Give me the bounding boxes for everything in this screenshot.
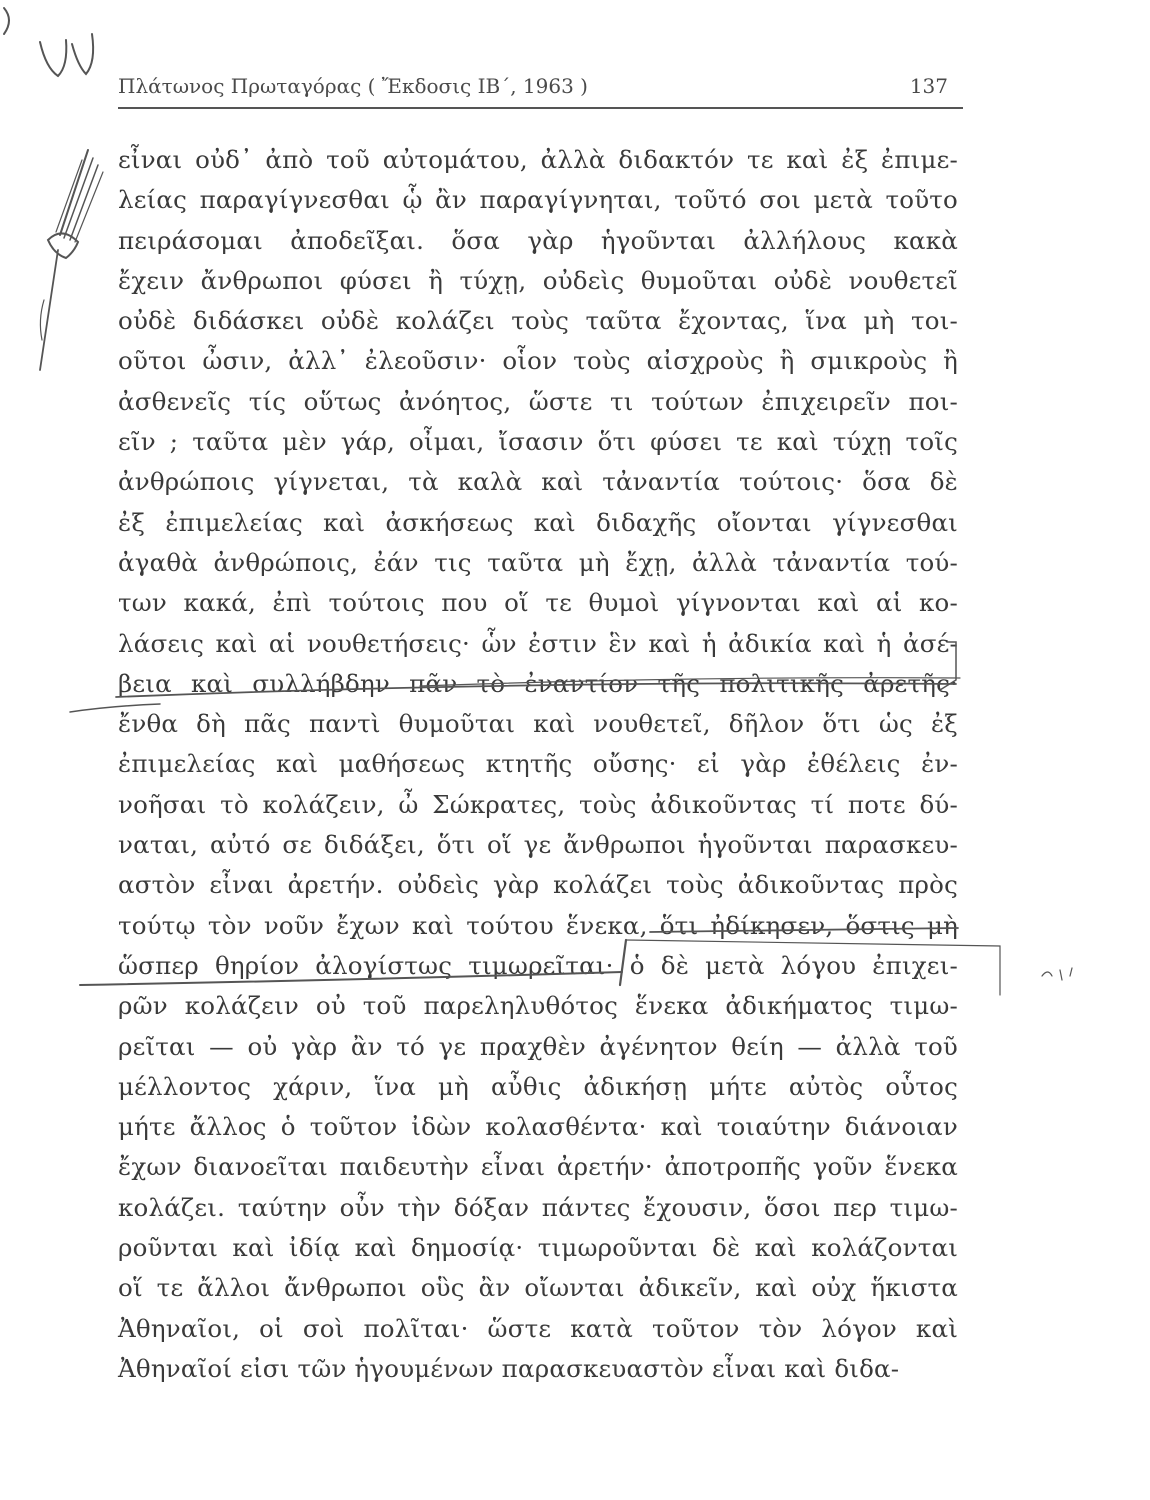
text-line: τούτῳ τὸν νοῦν ἔχων καὶ τούτου ἕνεκα, ὅτι ἠδίκησεν, ὅστις μὴ (118, 910, 958, 940)
header-rule (118, 107, 963, 109)
corner-scribble (4, 8, 9, 34)
text-line: λάσεις καὶ αἱ νουθετήσεις· ὧν ἐστιν ἓν καὶ ἡ ἀδικία καὶ ἡ ἀσέ- (118, 628, 958, 658)
text-line: Ἀθηναῖοί εἰσι τῶν ἡγουμένων παρασκευαστὸν εἶναι καὶ διδα- (118, 1353, 900, 1383)
text-line: νοῆσαι τὸ κολάζειν, ὦ Σώκρατες, τοὺς ἀδικοῦντας τί ποτε δύ- (118, 789, 958, 819)
margin-initial-mark (40, 34, 93, 76)
text-line: οῦτοι ὦσιν, ἀλλ᾽ ἐλεοῦσιν· οἷον τοὺς αἰσχροὺς ἢ σμικροὺς ἢ (118, 346, 958, 376)
quill-drawing (40, 150, 103, 370)
text-line: των κακά, ἐπὶ τούτοις που οἵ τε θυμοὶ γίγνονται καὶ αἱ κο- (118, 588, 958, 618)
text-line: ἐπιμελείας καὶ μαθήσεως κτητῆς οὔσης· εἰ γὰρ ἐθέλεις ἐν- (118, 749, 958, 779)
text-line: ἔνθα δὴ πᾶς παντὶ θυμοῦται καὶ νουθετεῖ, δῆλον ὅτι ὡς ἐξ (118, 709, 958, 739)
text-line: ἀνθρώποις γίγνεται, τὰ καλὰ καὶ τἀναντία τούτοις· ὅσα δὲ (118, 467, 958, 497)
text-line: ἀσθενεῖς τίς οὕτως ἀνόητος, ὥστε τι τούτων ἐπιχειρεῖν ποι- (118, 386, 958, 416)
text-line: εῖν ; ταῦτα μὲν γάρ, οἶμαι, ἴσασιν ὅτι φύσει τε καὶ τύχῃ τοῖς (118, 427, 958, 457)
text-line: ροῦνται καὶ ἰδίᾳ καὶ δημοσίᾳ· τιμωροῦνται δὲ καὶ κολάζονται (118, 1233, 958, 1263)
text-line: ναται, αὐτό σε διδάξει, ὅτι οἵ γε ἄνθρωποι ἡγοῦνται παρασκευ- (118, 830, 958, 860)
body-text (118, 140, 958, 1389)
text-line: ὥσπερ θηρίον ἀλογίστως τιμωρεῖται· ὁ δὲ μετὰ λόγου ἐπιχει- (118, 950, 958, 980)
text-line: ἀγαθὰ ἀνθρώποις, ἐάν τις ταῦτα μὴ ἔχῃ, ἀλλὰ τἀναντία τού- (118, 547, 958, 577)
text-line: μήτε ἄλλος ὁ τοῦτον ἰδὼν κολασθέντα· καὶ τοιαύτην διάνοιαν (118, 1112, 958, 1142)
text-line: βεια καὶ συλλήβδην πᾶν τὸ ἐναντίον τῆς πολιτικῆς ἀρετῆς· (118, 668, 958, 698)
text-line: μέλλοντος χάριν, ἵνα μὴ αὖθις ἀδικήσῃ μήτε αὐτὸς οὗτος (118, 1071, 958, 1101)
page-number: 137 (909, 74, 948, 98)
text-line: Ἀθηναῖοι, οἱ σοὶ πολῖται· ὥστε κατὰ τοῦτον τὸν λόγον καὶ (118, 1313, 958, 1343)
text-line: εἶναι οὐδ᾽ ἀπὸ τοῦ αὐτομάτου, ἀλλὰ διδακτόν τε καὶ ἐξ ἐπιμε- (118, 145, 958, 174)
running-title: Πλάτωνος Πρωταγόρας ( Ἔκδοσις ΙΒ΄, 1963 ) (118, 74, 588, 98)
text-line: πειράσομαι ἀποδεῖξαι. ὅσα γὰρ ἡγοῦνται ἀλλήλους κακὰ (118, 225, 958, 255)
text-line: ἔχων διανοεῖται παιδευτὴν εἶναι ἀρετήν· ἀποτροπῆς γοῦν ἕνεκα (118, 1152, 958, 1182)
text-line: οἵ τε ἄλλοι ἄνθρωποι οὓς ἂν οἴωνται ἀδικεῖν, καὶ οὐχ ἥκιστα (118, 1273, 958, 1303)
text-line: ἐξ ἐπιμελείας καὶ ἀσκήσεως καὶ διδαχῆς οἴονται γίγνεσθαι (118, 507, 958, 537)
text-line: οὐδὲ διδάσκει οὐδὲ κολάζει τοὺς ταῦτα ἔχοντας, ἵνα μὴ τοι- (118, 306, 958, 336)
text-line: ρῶν κολάζειν οὐ τοῦ παρεληλυθότος ἕνεκα ἀδικήματος τιμω- (118, 991, 958, 1021)
text-line: ρεῖται — οὐ γὰρ ἂν τό γε πραχθὲν ἀγένητον θείη — ἀλλὰ τοῦ (118, 1031, 958, 1061)
right-margin-mark (1042, 968, 1072, 980)
text-line: αστὸν εἶναι ἀρετήν. οὐδεὶς γὰρ κολάζει τοὺς ἀδικοῦντας πρὸς (118, 870, 958, 900)
page-header (118, 74, 948, 98)
text-line: ἔχειν ἄνθρωποι φύσει ἢ τύχῃ, οὐδεὶς θυμοῦται οὐδὲ νουθετεῖ (118, 265, 958, 295)
text-line: λείας παραγίγνεσθαι ᾧ ἂν παραγίγνηται, τοῦτό σοι μετὰ τοῦτο (118, 185, 958, 215)
text-line: κολάζει. ταύτην οὖν τὴν δόξαν πάντες ἔχουσιν, ὅσοι περ τιμω- (118, 1192, 958, 1222)
